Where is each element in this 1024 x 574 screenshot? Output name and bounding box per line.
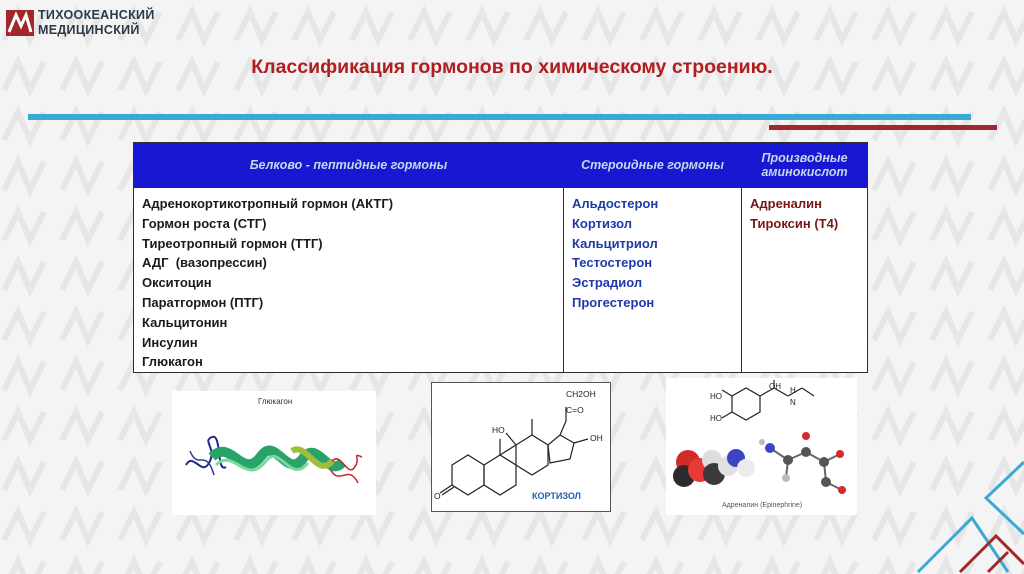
list-item: Паратгормон (ПТГ) xyxy=(142,294,264,310)
list-item: Гормон роста (СТГ) xyxy=(142,215,267,231)
list-item: Тироксин (Т4) xyxy=(750,215,839,231)
adrenaline-oh-label: OH xyxy=(769,382,781,391)
list-item: Глюкагон xyxy=(142,354,203,370)
header-steroid: Стероидные гормоны xyxy=(564,143,742,188)
hormone-classification-table xyxy=(133,142,868,373)
cortisol-skeleton-icon xyxy=(432,383,610,511)
amino-derivatives-cell xyxy=(742,188,868,373)
list-item: Кортизол xyxy=(572,215,633,231)
adrenaline-model-icon xyxy=(666,378,857,515)
list-item: АДГ (вазопрессин) xyxy=(142,255,267,271)
slide-title: Классификация гормонов по химическому строению. xyxy=(251,56,773,78)
header-amino: Производные аминокислот xyxy=(742,143,868,188)
list-item: Адреналин xyxy=(750,196,822,211)
header-peptide: Белково - пептидные гормоны xyxy=(134,143,564,188)
cortisol-ch2oh-label: CH2OH xyxy=(566,389,596,399)
logo-text-line2: МЕДИЦИНСКИЙ xyxy=(38,23,140,37)
list-item: Эстрадиол xyxy=(572,275,643,291)
adrenaline-caption: Адреналин (Epinephrine) xyxy=(722,502,803,509)
corner-decoration-icon xyxy=(900,460,1024,574)
adrenaline-ho-label-2: HO xyxy=(710,414,722,423)
steroid-hormones-cell xyxy=(564,188,742,373)
list-item: Прогестерон xyxy=(572,294,655,310)
cortisol-o-label: O xyxy=(434,491,441,501)
cortisol-ho-label: HO xyxy=(492,425,505,435)
list-item: Окситоцин xyxy=(142,275,212,291)
glucagon-caption: Глюкагон xyxy=(258,397,293,406)
adrenaline-h-label: H xyxy=(790,386,796,395)
cortisol-caption: КОРТИЗОЛ xyxy=(532,491,581,501)
cortisol-oh-label: OH xyxy=(590,433,603,443)
blue-divider xyxy=(28,114,971,120)
adrenaline-ho-label-1: HO xyxy=(710,392,722,401)
peptide-hormones-cell xyxy=(134,188,564,373)
list-item: Кальцитонин xyxy=(142,314,228,330)
adrenaline-n-label: N xyxy=(790,398,796,407)
list-item: Адренокортикотропный гормон (АКТГ) xyxy=(142,196,394,211)
list-item: Кальцитриол xyxy=(572,235,658,251)
cortisol-structure-image xyxy=(431,382,611,512)
table-body-row xyxy=(134,188,868,373)
adrenaline-structure-image xyxy=(666,378,857,515)
cortisol-co-label: C=O xyxy=(566,405,584,415)
list-item: Тиреотропный гормон (ТТГ) xyxy=(142,235,323,251)
list-item: Инсулин xyxy=(142,334,198,350)
glucagon-structure-image xyxy=(172,391,376,515)
logo-mark-icon xyxy=(6,10,34,36)
list-item: Альдостерон xyxy=(572,196,659,211)
glucagon-helix-icon xyxy=(172,391,376,515)
table-header-row xyxy=(134,143,868,188)
list-item: Тестостерон xyxy=(572,255,653,271)
red-divider xyxy=(769,125,997,130)
university-logo xyxy=(6,8,176,38)
logo-text-line1: ТИХООКЕАНСКИЙ xyxy=(38,8,155,22)
